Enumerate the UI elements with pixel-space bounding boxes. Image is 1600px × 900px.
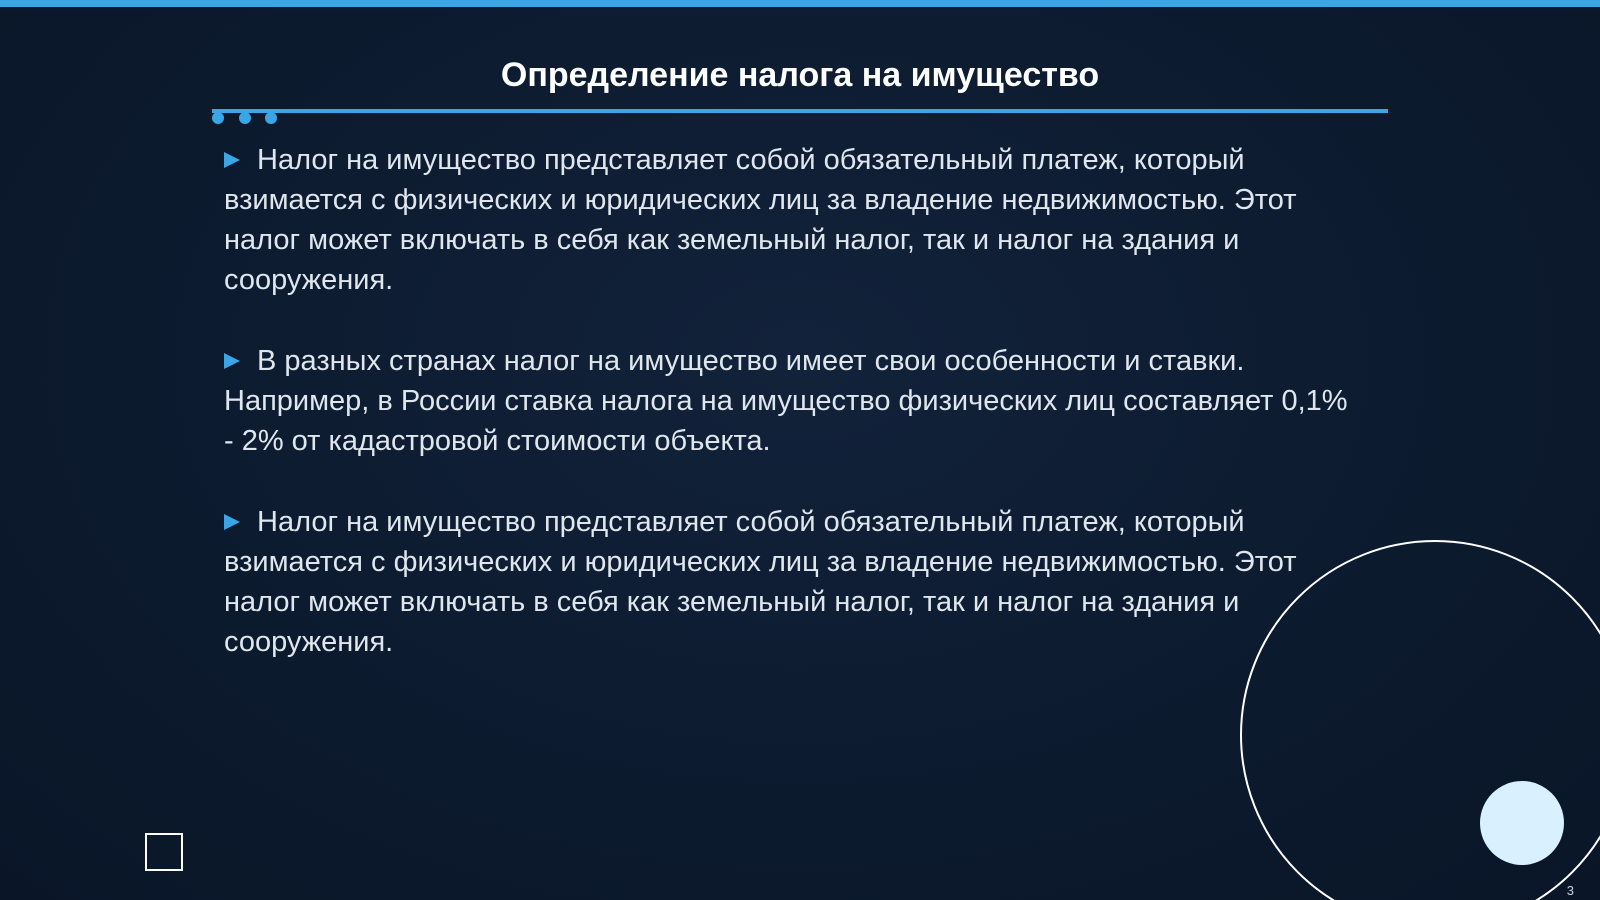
bullet-item-2 xyxy=(224,341,1364,461)
bullet-text-3: Налог на имущество представляет собой обязательный платеж, который взимается с физических и юридических лиц за владение недвижимостью. Этот налог может включать в себя как земельный налог, так и налог на здания и сооружения. xyxy=(224,506,1297,658)
bullet-list xyxy=(224,140,1364,703)
bullet-text-2: В разных странах налог на имущество имеет свои особенности и ставки. Например, в России ставка налога на имущество физических лиц составляет 0,1% - 2% от кадастровой стоимости объекта. xyxy=(224,345,1348,457)
top-accent-bar xyxy=(0,0,1600,7)
slide-title: Определение налога на имущество xyxy=(500,56,1100,94)
title-underline xyxy=(212,109,1388,113)
decor-dot-2 xyxy=(239,112,251,124)
triangle-right-icon xyxy=(224,353,240,369)
bullet-item-1 xyxy=(224,140,1364,300)
bullet-item-3 xyxy=(224,502,1364,662)
decor-dot-1 xyxy=(212,112,224,124)
triangle-right-icon xyxy=(224,514,240,530)
decor-circle-filled xyxy=(1480,781,1564,865)
decor-dot-3 xyxy=(265,112,277,124)
bullet-text-1: Налог на имущество представляет собой обязательный платеж, который взимается с физических и юридических лиц за владение недвижимостью. Этот налог может включать в себя как земельный налог, так и налог на здания и сооружения. xyxy=(224,144,1297,296)
page-number: 3 xyxy=(1566,883,1574,898)
triangle-right-icon xyxy=(224,152,240,168)
decor-square-outline xyxy=(145,833,183,871)
